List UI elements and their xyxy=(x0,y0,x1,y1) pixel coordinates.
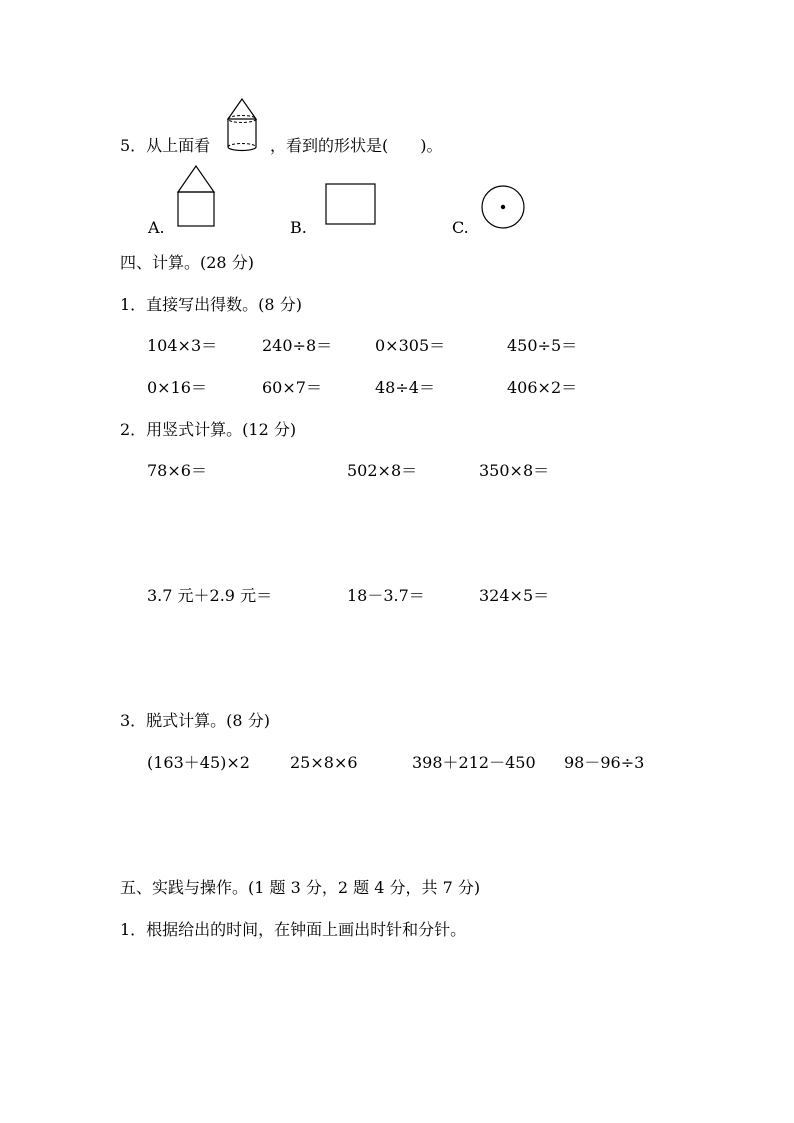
s4-p1-item: 240÷8＝ xyxy=(262,336,333,355)
option-c-label: C. xyxy=(452,218,469,237)
section4-title: 四、计算。(28 分) xyxy=(120,253,254,272)
s4-p2-title: 2．用竖式计算。(12 分) xyxy=(120,420,297,439)
s4-p1-item: 48÷4＝ xyxy=(375,378,435,397)
s4-p2-item: 502×8＝ xyxy=(347,461,418,480)
s4-p1-item: 104×3＝ xyxy=(147,336,218,355)
s5-p1-title: 1．根据给出的时间，在钟面上画出时针和分针。 xyxy=(120,920,467,939)
s4-p3-title: 3．脱式计算。(8 分) xyxy=(120,711,270,730)
s4-p1-title: 1．直接写出得数。(8 分) xyxy=(120,295,302,314)
s4-p1-item: 406×2＝ xyxy=(507,378,578,397)
s4-p2-item: 3.7 元＋2.9 元＝ xyxy=(147,586,273,605)
s4-p3-item: 98－96÷3 xyxy=(564,753,645,772)
option-c-circle-dot-shape xyxy=(481,185,527,231)
s4-p1-item: 450÷5＝ xyxy=(507,336,578,355)
q5-suffix: ，看到的形状是( )。 xyxy=(270,136,443,155)
s4-p1-item: 60×7＝ xyxy=(262,378,322,397)
section5-title: 五、实践与操作。(1 题 3 分，2 题 4 分，共 7 分) xyxy=(120,878,481,897)
option-a-house-shape xyxy=(176,164,218,228)
s4-p1-item: 0×16＝ xyxy=(147,378,207,397)
s4-p2-item: 350×8＝ xyxy=(479,461,550,480)
cone-on-cylinder-figure xyxy=(226,97,262,155)
s4-p3-item: 398＋212－450 xyxy=(412,753,536,772)
s4-p2-item: 78×6＝ xyxy=(147,461,207,480)
s4-p1-item: 0×305＝ xyxy=(375,336,446,355)
option-b-rectangle-shape xyxy=(325,183,377,225)
option-b-label: B. xyxy=(290,218,307,237)
option-a-label: A. xyxy=(148,218,165,237)
s4-p3-item: (163＋45)×2 xyxy=(147,753,250,772)
s4-p2-item: 324×5＝ xyxy=(479,586,550,605)
s4-p3-item: 25×8×6 xyxy=(290,753,358,772)
q5-prefix: 5．从上面看 xyxy=(120,136,211,155)
s4-p2-item: 18－3.7＝ xyxy=(347,586,425,605)
